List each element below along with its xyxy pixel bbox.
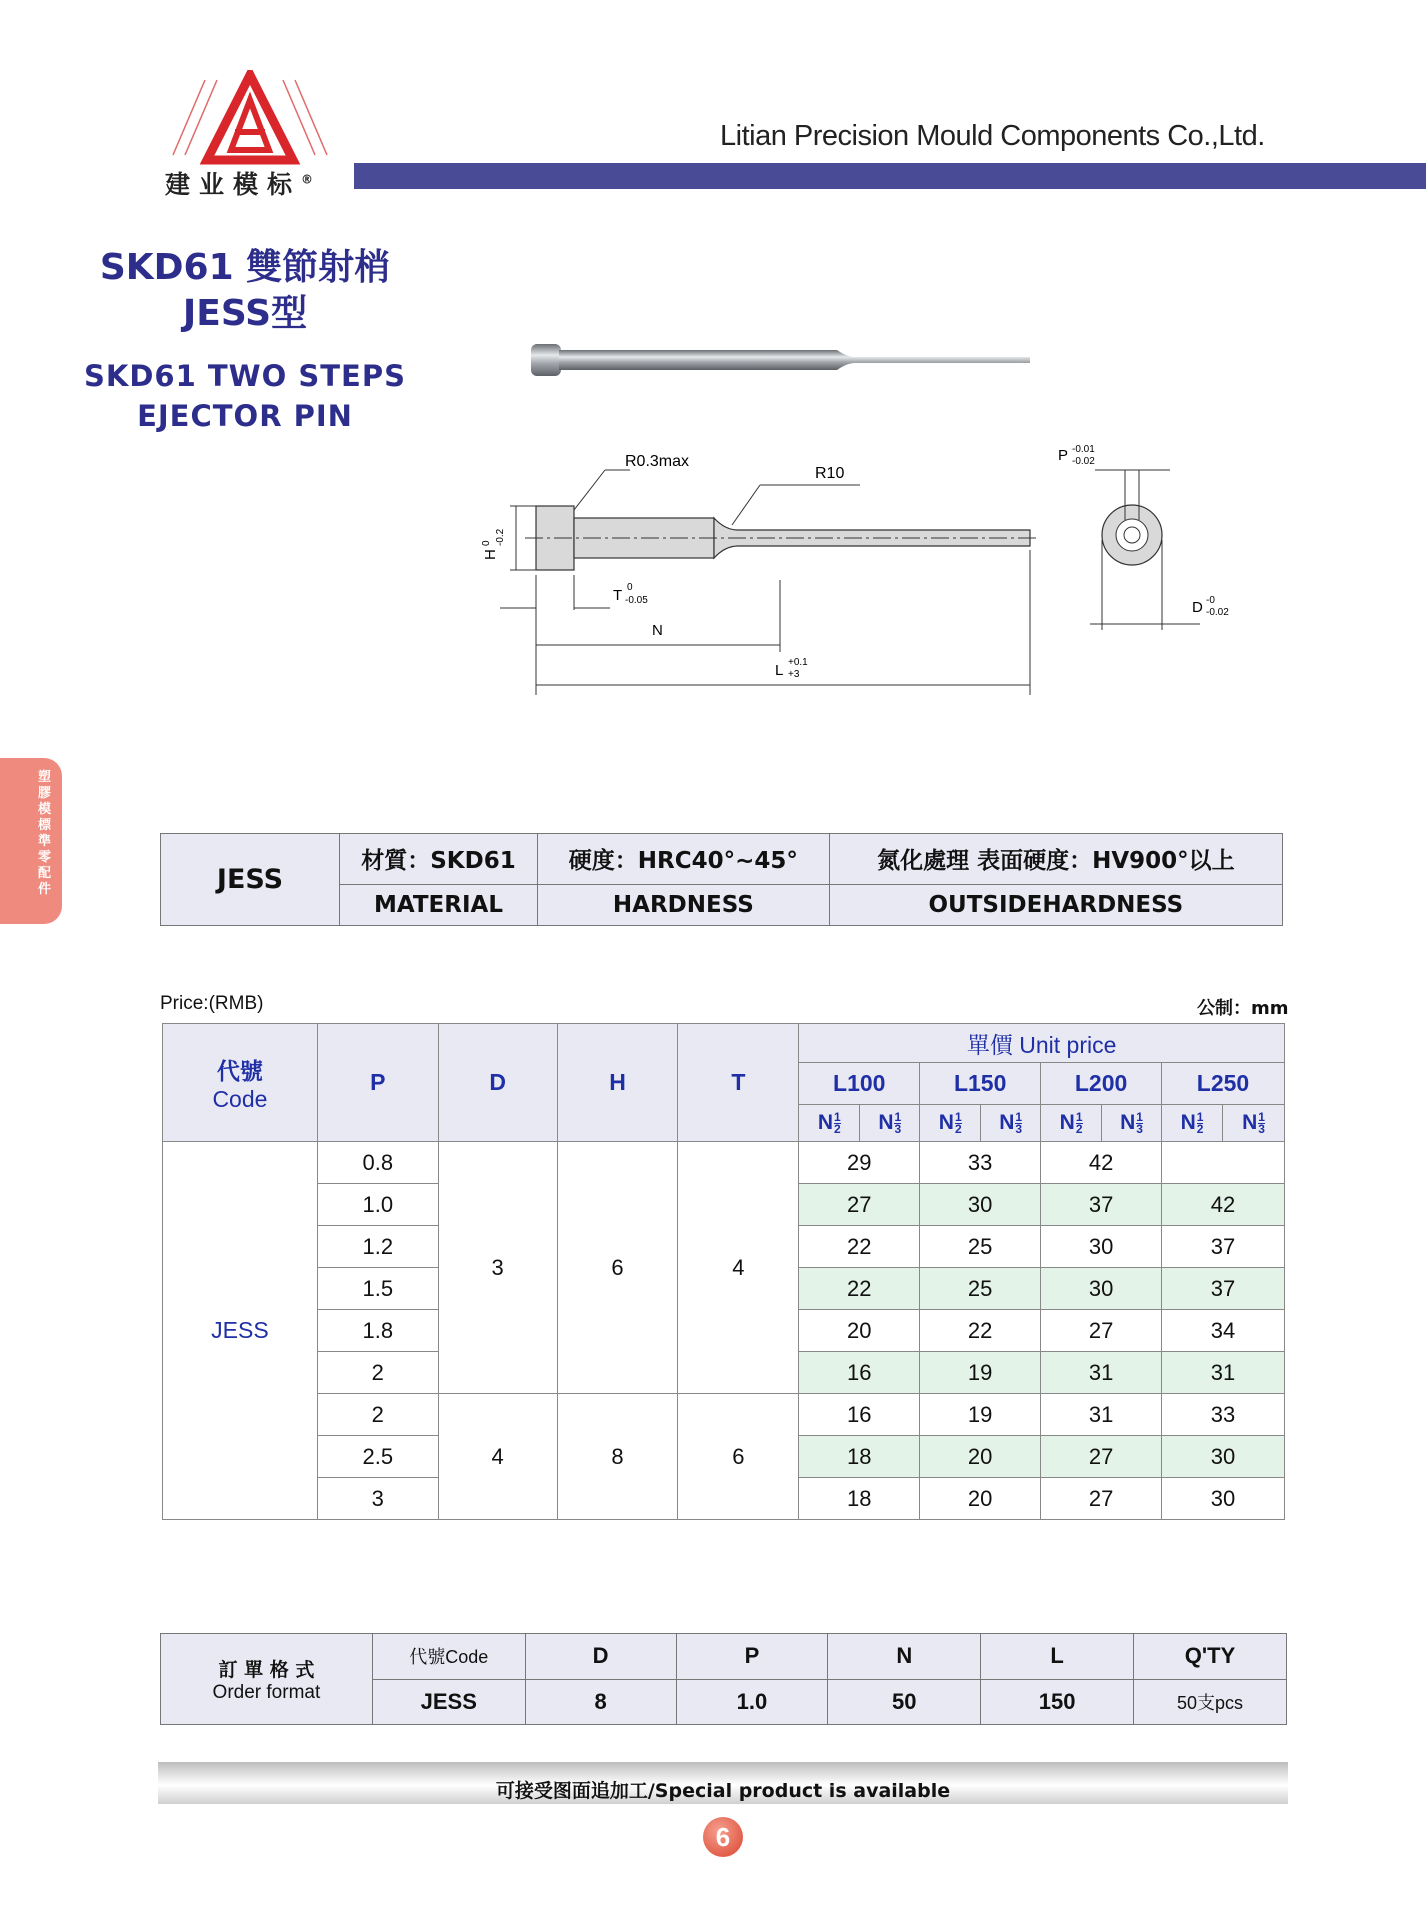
cell-price: 29 bbox=[799, 1142, 920, 1184]
cell-p: 1.5 bbox=[317, 1268, 438, 1310]
drawing-tol-t-lower: -0.05 bbox=[625, 595, 648, 606]
cell-price: 16 bbox=[799, 1352, 920, 1394]
header-length: L150 bbox=[920, 1063, 1041, 1105]
header-length: L100 bbox=[799, 1063, 920, 1105]
drawing-label-r-head: R0.3max bbox=[625, 453, 690, 470]
cell-h: 6 bbox=[557, 1142, 678, 1394]
order-value-qty: 50支pcs bbox=[1134, 1679, 1287, 1725]
drawing-tol-h-lower: -0.2 bbox=[495, 528, 506, 546]
cell-price: 19 bbox=[920, 1352, 1041, 1394]
table-row bbox=[163, 1394, 1285, 1436]
order-value-d: 8 bbox=[525, 1679, 676, 1725]
cell-p: 2.5 bbox=[317, 1436, 438, 1478]
spec-hardness-cn: 硬度：HRC40°~45° bbox=[537, 834, 829, 885]
header-length: L200 bbox=[1041, 1063, 1162, 1105]
cell-p: 0.8 bbox=[317, 1142, 438, 1184]
drawing-tol-l-lower: +3 bbox=[788, 669, 800, 680]
cell-p: 2 bbox=[317, 1394, 438, 1436]
drawing-label-n: N bbox=[652, 622, 663, 639]
header-n-half: N $\frac{1}{2}$ bbox=[1041, 1105, 1102, 1142]
cell-price: 27 bbox=[1041, 1436, 1162, 1478]
order-header-p: P bbox=[676, 1634, 828, 1680]
order-header-n: N bbox=[828, 1634, 981, 1680]
header-n-third: N $\frac{1}{3}$ bbox=[1102, 1105, 1162, 1142]
cell-t: 6 bbox=[678, 1394, 799, 1520]
cell-price: 33 bbox=[920, 1142, 1041, 1184]
header-n-third: N $\frac{1}{3}$ bbox=[860, 1105, 920, 1142]
cell-p: 1.0 bbox=[317, 1184, 438, 1226]
drawing-tol-h-upper: 0 bbox=[481, 540, 492, 546]
cell-price: 31 bbox=[1041, 1352, 1162, 1394]
cell-price: 30 bbox=[1162, 1436, 1285, 1478]
spec-surface-cn: 氮化處理 表面硬度：HV900°以上 bbox=[829, 834, 1282, 885]
header-n-half: N $\frac{1}{2}$ bbox=[1162, 1105, 1223, 1142]
cell-price: 37 bbox=[1162, 1268, 1285, 1310]
header-h: H bbox=[557, 1024, 678, 1142]
drawing-tol-p-lower: -0.02 bbox=[1072, 456, 1095, 467]
table-row bbox=[163, 1142, 1285, 1184]
cell-price: 31 bbox=[1162, 1352, 1285, 1394]
cell-price: 25 bbox=[920, 1226, 1041, 1268]
cell-price: 22 bbox=[920, 1310, 1041, 1352]
drawing-label-d: D bbox=[1192, 599, 1203, 616]
header-n-third: N $\frac{1}{3}$ bbox=[1222, 1105, 1284, 1142]
page-number: 6 bbox=[703, 1817, 743, 1857]
drawing-tol-p-upper: -0.01 bbox=[1072, 444, 1095, 455]
drawing-tol-l-upper: +0.1 bbox=[788, 657, 808, 668]
cell-price: 18 bbox=[799, 1436, 920, 1478]
cell-price: 27 bbox=[799, 1184, 920, 1226]
order-value-p: 1.0 bbox=[676, 1679, 828, 1725]
row-code: JESS bbox=[163, 1142, 318, 1520]
cell-h: 8 bbox=[557, 1394, 678, 1520]
cell-p: 2 bbox=[317, 1352, 438, 1394]
cell-price: 22 bbox=[799, 1226, 920, 1268]
side-category-label: 塑膠模標準零配件 bbox=[38, 770, 52, 897]
cell-p: 1.2 bbox=[317, 1226, 438, 1268]
material-spec-table bbox=[160, 833, 1283, 926]
cell-price: 20 bbox=[920, 1436, 1041, 1478]
cell-price: 19 bbox=[920, 1394, 1041, 1436]
cell-price: 33 bbox=[1162, 1394, 1285, 1436]
drawing-label-h: H bbox=[482, 549, 499, 560]
drawing-label-t: T bbox=[613, 587, 623, 604]
brand-chinese-name: 建业模标® bbox=[165, 170, 323, 199]
spec-material-en: MATERIAL bbox=[340, 884, 538, 925]
cell-price: 37 bbox=[1041, 1184, 1162, 1226]
cell-d: 3 bbox=[438, 1142, 557, 1394]
cell-price bbox=[1162, 1142, 1285, 1184]
price-currency-label: Price:(RMB) bbox=[160, 993, 264, 1014]
product-photo bbox=[525, 335, 1035, 385]
order-header-code: 代號Code bbox=[372, 1634, 525, 1680]
order-value-n: 50 bbox=[828, 1679, 981, 1725]
product-title-english: SKD61 TWO STEPS EJECTOR PIN bbox=[83, 359, 407, 433]
cell-price: 30 bbox=[1041, 1268, 1162, 1310]
price-table bbox=[162, 1023, 1285, 1520]
header-unit-price: 單價 Unit price bbox=[799, 1024, 1285, 1063]
header-p: P bbox=[317, 1024, 438, 1142]
cell-price: 42 bbox=[1041, 1142, 1162, 1184]
drawing-tol-t-upper: 0 bbox=[627, 582, 633, 593]
cell-price: 20 bbox=[799, 1310, 920, 1352]
drawing-tol-d-upper: -0 bbox=[1206, 595, 1215, 606]
unit-label: 公制：mm bbox=[1197, 998, 1289, 1019]
header-t: T bbox=[678, 1024, 799, 1142]
cell-price: 27 bbox=[1041, 1310, 1162, 1352]
company-name: Litian Precision Mould Components Co.,Ltd. bbox=[720, 120, 1265, 152]
cell-price: 31 bbox=[1041, 1394, 1162, 1436]
header-n-half: N $\frac{1}{2}$ bbox=[920, 1105, 981, 1142]
order-header-l: L bbox=[981, 1634, 1134, 1680]
spec-surface-en: OUTSIDEHARDNESS bbox=[829, 884, 1282, 925]
header-n-third: N $\frac{1}{3}$ bbox=[981, 1105, 1041, 1142]
header-code: 代號 Code bbox=[163, 1024, 318, 1142]
header-d: D bbox=[438, 1024, 557, 1142]
cell-price: 34 bbox=[1162, 1310, 1285, 1352]
cell-price: 30 bbox=[920, 1184, 1041, 1226]
drawing-label-r-step: R10 bbox=[815, 465, 845, 482]
cell-price: 20 bbox=[920, 1478, 1041, 1520]
cell-p: 1.8 bbox=[317, 1310, 438, 1352]
cell-price: 18 bbox=[799, 1478, 920, 1520]
cell-price: 16 bbox=[799, 1394, 920, 1436]
spec-code: JESS bbox=[161, 834, 340, 926]
order-format-label: 訂 單 格 式 Order format bbox=[161, 1634, 373, 1725]
cell-d: 4 bbox=[438, 1394, 557, 1520]
header-length: L250 bbox=[1162, 1063, 1285, 1105]
footer-note: 可接受图面追加工/Special product is available bbox=[495, 1780, 951, 1802]
order-value-code: JESS bbox=[372, 1679, 525, 1725]
header-bar bbox=[354, 163, 1426, 189]
header-n-half: N $\frac{1}{2}$ bbox=[799, 1105, 860, 1142]
cell-t: 4 bbox=[678, 1142, 799, 1394]
drawing-tol-d-lower: -0.02 bbox=[1206, 607, 1229, 618]
order-format-table bbox=[160, 1633, 1287, 1725]
spec-hardness-en: HARDNESS bbox=[537, 884, 829, 925]
order-header-qty: Q'TY bbox=[1134, 1634, 1287, 1680]
cell-price: 42 bbox=[1162, 1184, 1285, 1226]
order-value-l: 150 bbox=[981, 1679, 1134, 1725]
cell-price: 27 bbox=[1041, 1478, 1162, 1520]
order-header-d: D bbox=[525, 1634, 676, 1680]
cell-price: 30 bbox=[1162, 1478, 1285, 1520]
cell-price: 25 bbox=[920, 1268, 1041, 1310]
cell-price: 37 bbox=[1162, 1226, 1285, 1268]
technical-drawing bbox=[470, 440, 1260, 700]
drawing-label-l: L bbox=[775, 662, 784, 679]
cell-price: 30 bbox=[1041, 1226, 1162, 1268]
spec-material-cn: 材質：SKD61 bbox=[340, 834, 538, 885]
drawing-label-p: P bbox=[1058, 447, 1069, 464]
cell-p: 3 bbox=[317, 1478, 438, 1520]
cell-price: 22 bbox=[799, 1268, 920, 1310]
product-title-chinese: SKD61 雙節射梢 JESS型 bbox=[99, 247, 391, 334]
